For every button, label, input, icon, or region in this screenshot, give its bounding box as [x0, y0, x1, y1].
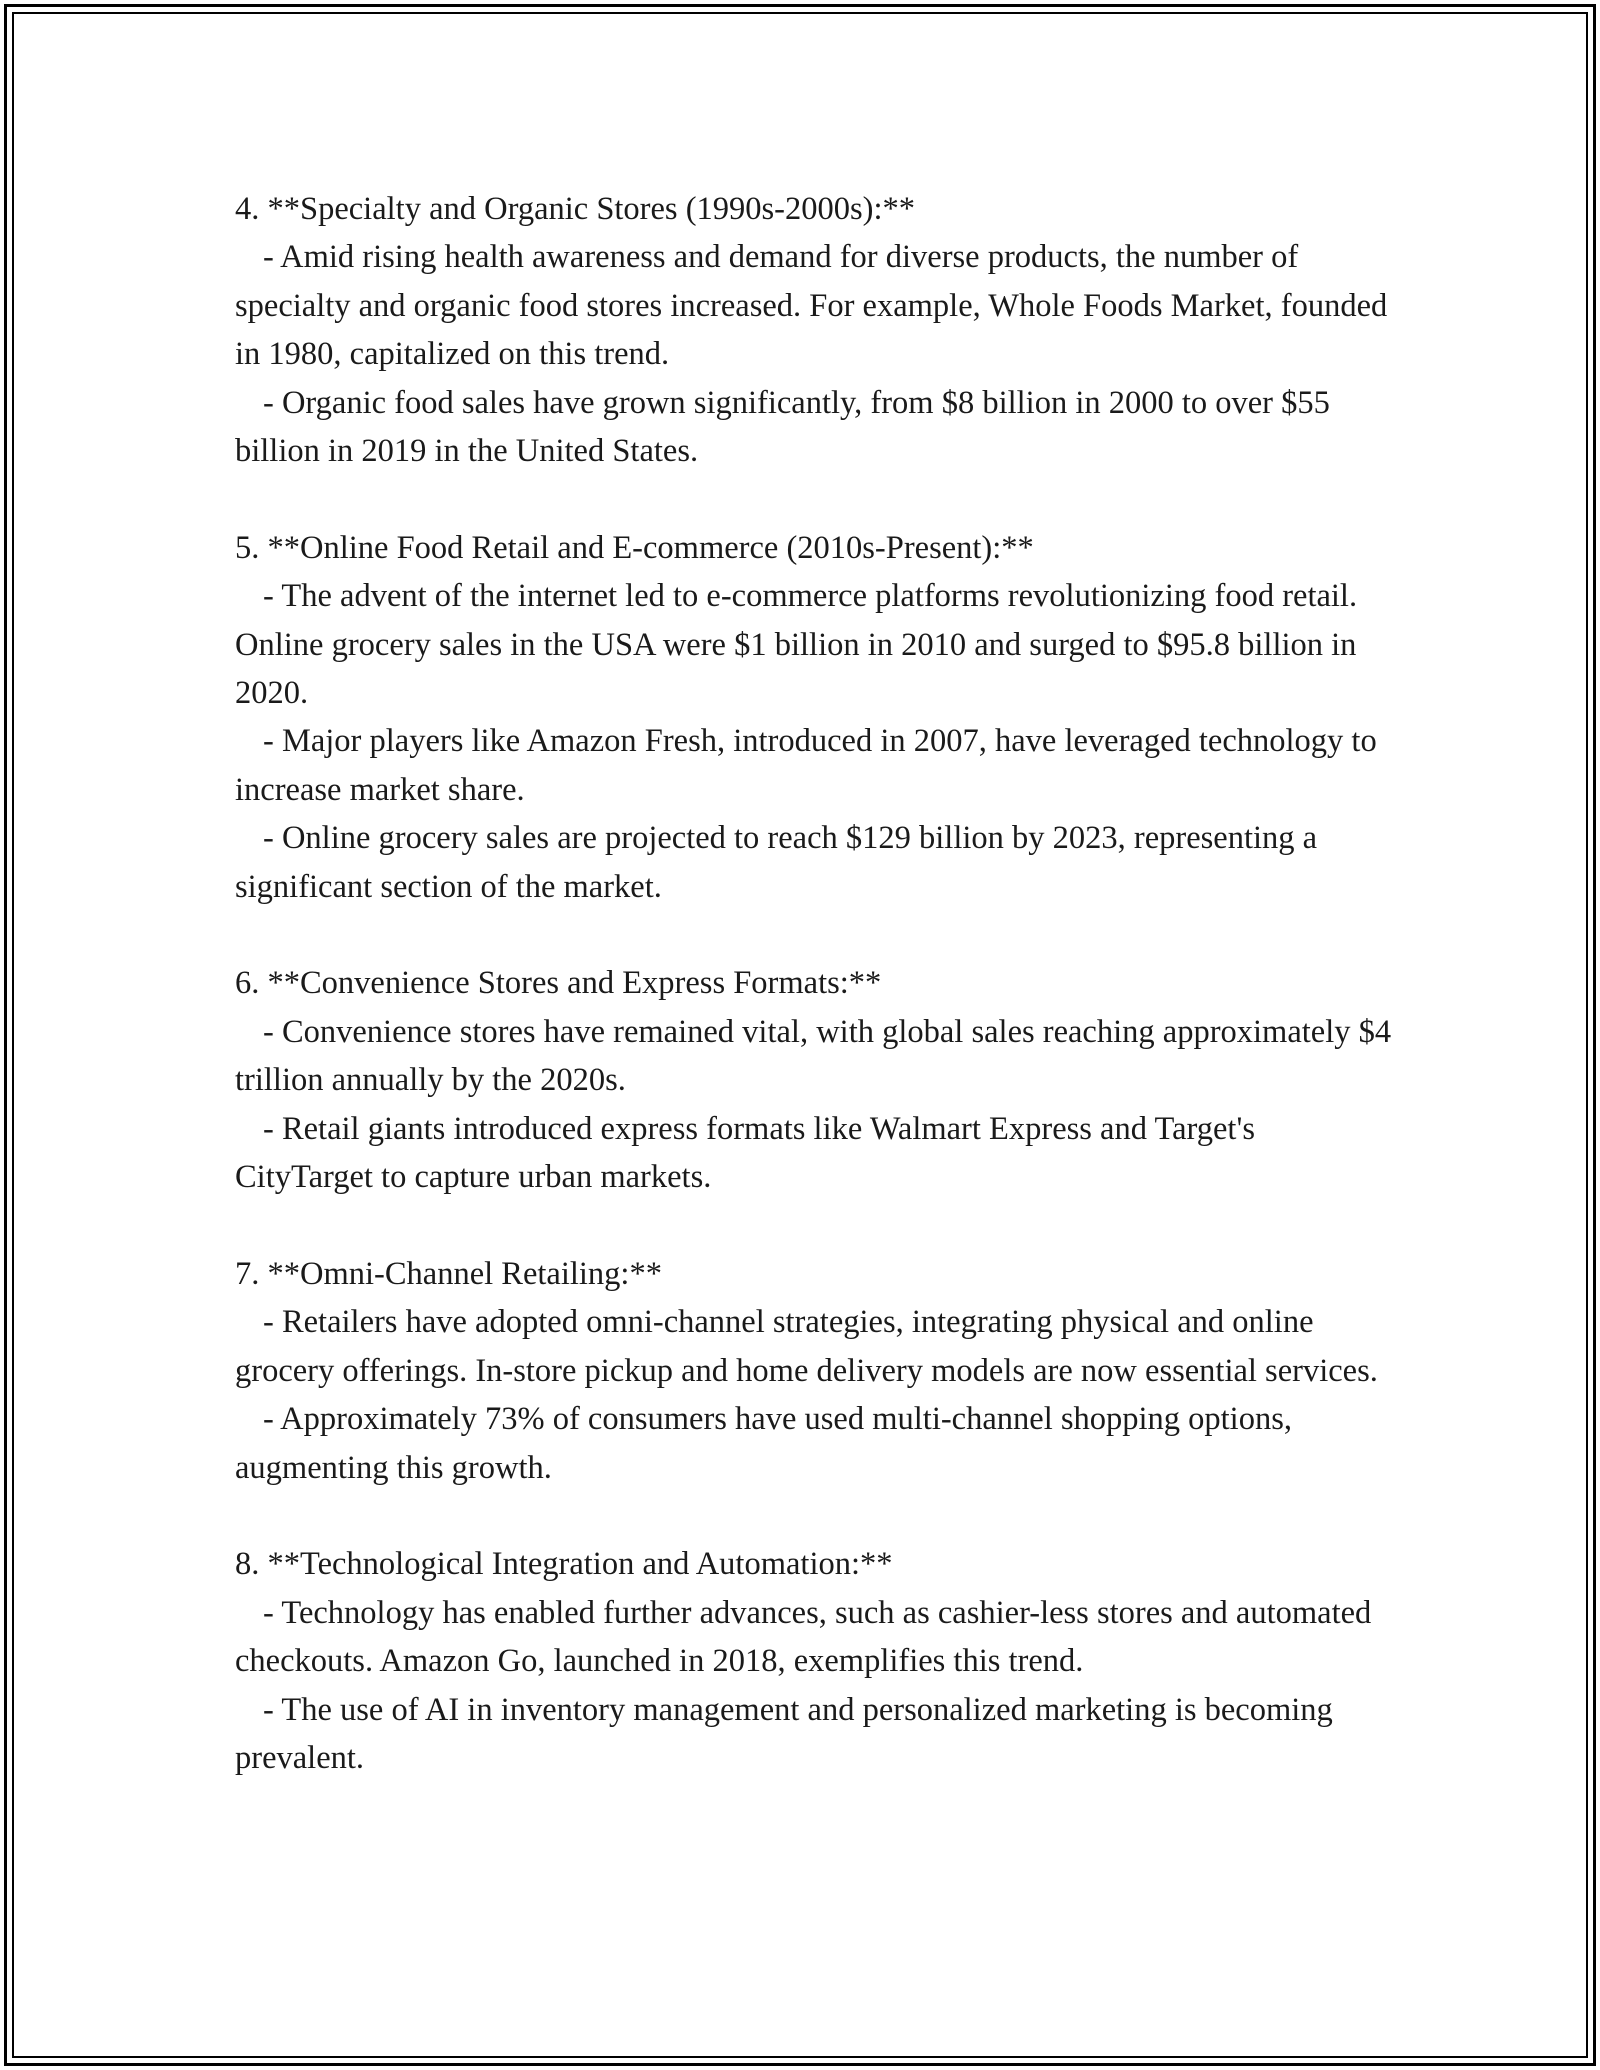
- document-body: [235, 185, 1395, 1782]
- bullet-paragraph: - Convenience stores have remained vital, with global sales reaching approximately $4 trillion annually by the 2020s.: [235, 1013, 1392, 1099]
- section-specialty-organic: [235, 185, 1395, 475]
- section-technology-automation: [235, 1540, 1395, 1782]
- section-heading: 4. **Specialty and Organic Stores (1990s-2000s):**: [235, 191, 915, 227]
- bullet-paragraph: - Technology has enabled further advances, such as cashier-less stores and automated checkouts. Amazon Go, launched in 2018, exemplifies this trend.: [235, 1594, 1372, 1680]
- bullet-paragraph: - Major players like Amazon Fresh, introduced in 2007, have leveraged technology to increase market share.: [235, 723, 1377, 808]
- section-heading: 8. **Technological Integration and Automation:**: [235, 1546, 893, 1583]
- bullet-paragraph: - The advent of the internet led to e-commerce platforms revolutionizing food retail. Online grocery sales in the USA were $1 billion in 2010 and surged to $95.8 billion in 2020.: [235, 578, 1358, 712]
- bullet-paragraph: - Amid rising health awareness and demand for diverse products, the number of specialty and organic food stores increased. For example, Whole Foods Market, founded in 1980, capitalized on this trend.: [235, 239, 1388, 373]
- bullet-paragraph: - Online grocery sales are projected to reach $129 billion by 2023, representing a significant section of the market.: [235, 820, 1318, 905]
- section-heading: 5. **Online Food Retail and E-commerce (2010s-Present):**: [235, 529, 1034, 566]
- section-convenience-stores: [235, 959, 1395, 1201]
- bullet-paragraph: - Retail giants introduced express formats like Walmart Express and Target's CityTarget to capture urban markets.: [235, 1110, 1255, 1196]
- bullet-paragraph: - Retailers have adopted omni-channel strategies, integrating physical and online grocery offerings. In-store pickup and home delivery models are now essential services.: [235, 1304, 1378, 1389]
- bullet-paragraph: - Approximately 73% of consumers have used multi-channel shopping options, augmenting this growth.: [235, 1401, 1292, 1486]
- bullet-paragraph: - The use of AI in inventory management and personalized marketing is becoming prevalent.: [235, 1691, 1333, 1776]
- section-online-retail: [235, 524, 1395, 911]
- section-heading: 6. **Convenience Stores and Express Formats:**: [235, 965, 882, 1002]
- section-omni-channel: [235, 1250, 1395, 1492]
- bullet-paragraph: - Organic food sales have grown significantly, from $8 billion in 2000 to over $55 billion in 2019 in the United States.: [235, 384, 1330, 470]
- section-heading: 7. **Omni-Channel Retailing:**: [235, 1255, 662, 1292]
